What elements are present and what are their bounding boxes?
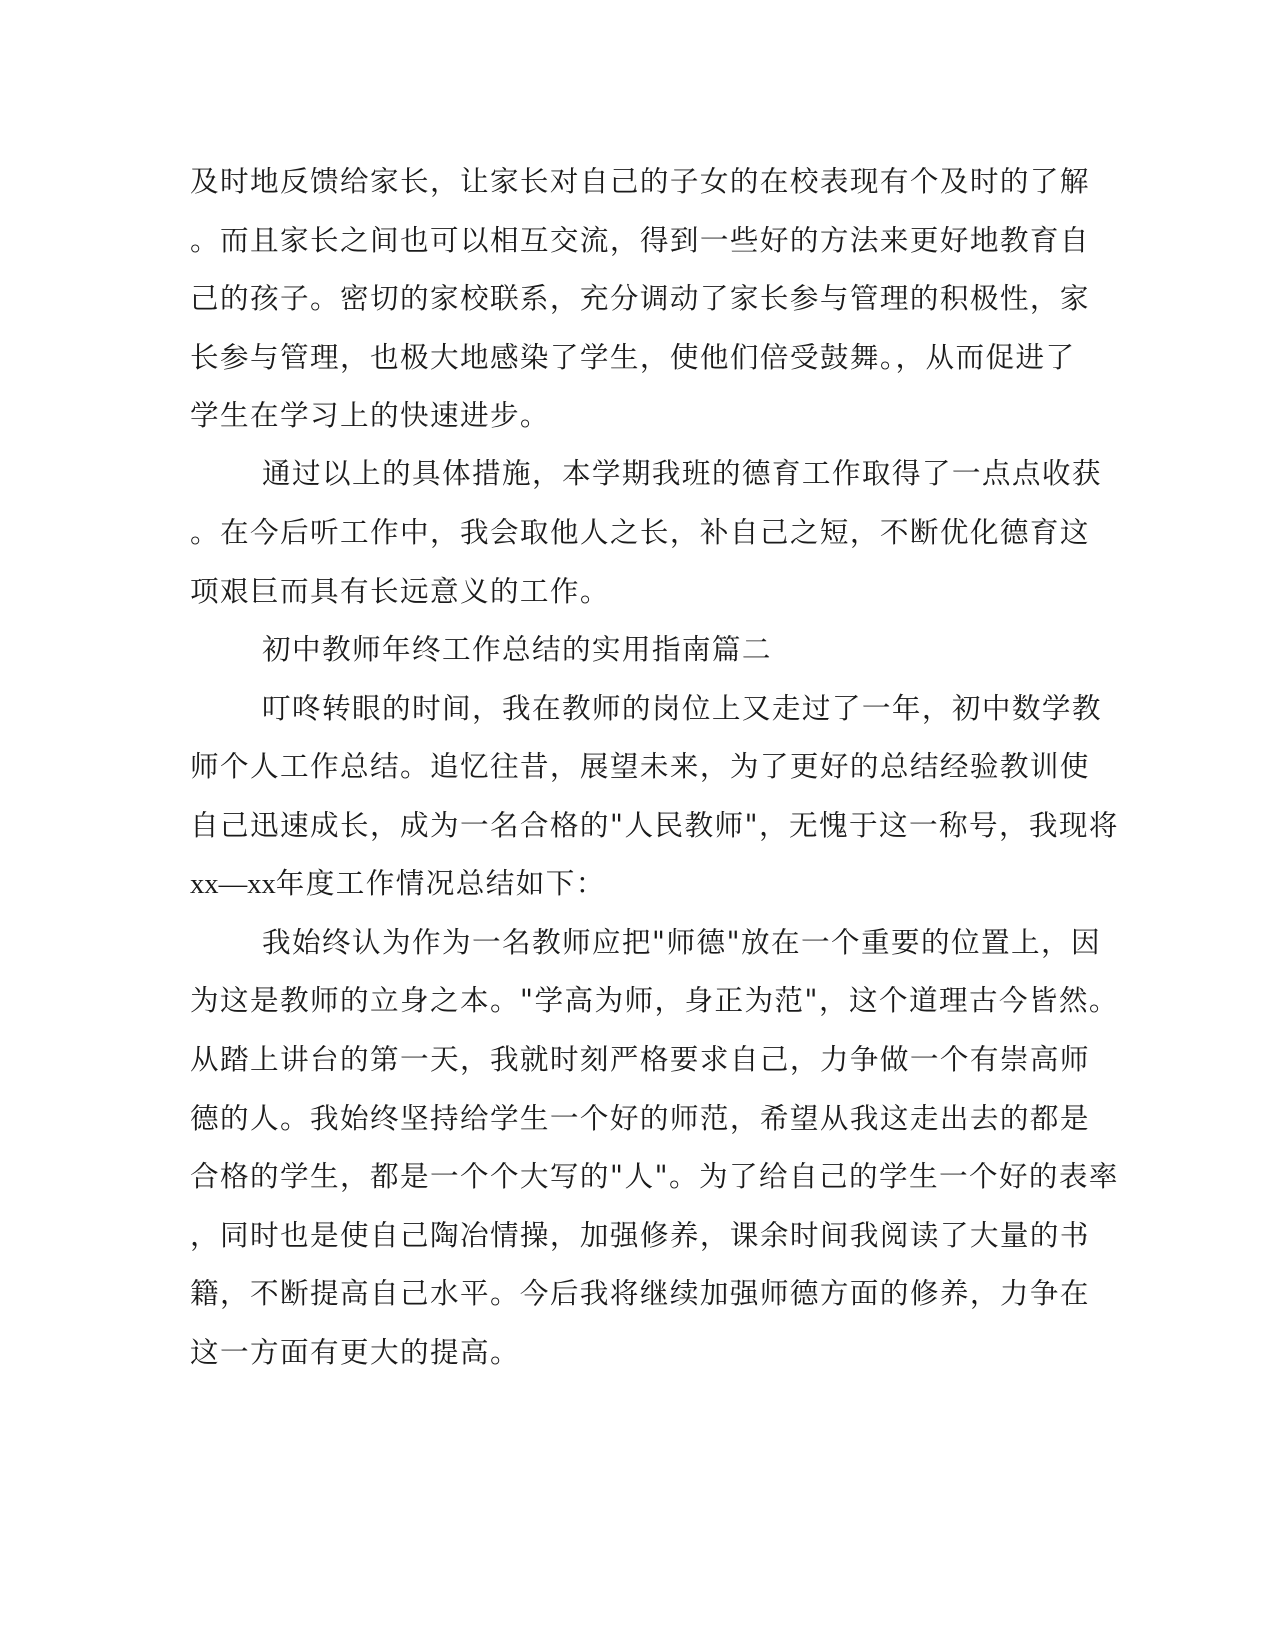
- paragraph-line: 及时地反馈给家长，让家长对自己的子女的在校表现有个及时的了解: [190, 164, 1090, 198]
- paragraph-line-text: 年度工作情况总结如下：: [275, 866, 606, 900]
- paragraph-line: 籍，不断提高自己水平。今后我将继续加强师德方面的修养，力争在: [190, 1276, 1090, 1310]
- paragraph-line: 长参与管理，也极大地感染了学生，使他们倍受鼓舞。，从而促进了: [190, 340, 1076, 374]
- paragraph-line: 师个人工作总结。追忆往昔，展望未来，为了更好的总结经验教训使: [190, 749, 1090, 783]
- paragraph-line: 自己迅速成长，成为一名合格的"人民教师"，无愧于这一称号，我现将: [190, 808, 1119, 842]
- paragraph-line: 己的孩子。密切的家校联系，充分调动了家长参与管理的积极性，家: [190, 281, 1090, 315]
- paragraph-line: ，同时也是使自己陶冶情操，加强修养，课余时间我阅读了大量的书: [190, 1218, 1090, 1252]
- year-range: xx—xx: [190, 869, 276, 900]
- paragraph-line: 叮咚转眼的时间，我在教师的岗位上又走过了一年，初中数学教: [262, 691, 1102, 725]
- paragraph-line: 项艰巨而具有长远意义的工作。: [190, 574, 610, 608]
- paragraph-line: 我始终认为作为一名教师应把"师德"放在一个重要的位置上，因: [262, 925, 1101, 959]
- paragraph-line: [190, 866, 606, 900]
- paragraph-line: 从踏上讲台的第一天，我就时刻严格要求自己，力争做一个有崇高师: [190, 1042, 1090, 1076]
- paragraph-line: 合格的学生，都是一个个大写的"人"。为了给自己的学生一个好的表率: [190, 1159, 1119, 1193]
- section-heading: 初中教师年终工作总结的实用指南篇二: [262, 632, 772, 666]
- paragraph-line: 这一方面有更大的提高。: [190, 1335, 520, 1369]
- paragraph-line: 为这是教师的立身之本。"学高为师，身正为范"，这个道理古今皆然。: [190, 983, 1119, 1017]
- paragraph-line: 通过以上的具体措施，本学期我班的德育工作取得了一点点收获: [262, 456, 1102, 490]
- paragraph-line: 德的人。我始终坚持给学生一个好的师范，希望从我这走出去的都是: [190, 1101, 1090, 1135]
- paragraph-line: 。在今后听工作中，我会取他人之长，补自己之短，不断优化德育这: [190, 515, 1090, 549]
- paragraph-line: 学生在学习上的快速进步。: [190, 398, 550, 432]
- paragraph-line: 。而且家长之间也可以相互交流，得到一些好的方法来更好地教育自: [190, 223, 1090, 257]
